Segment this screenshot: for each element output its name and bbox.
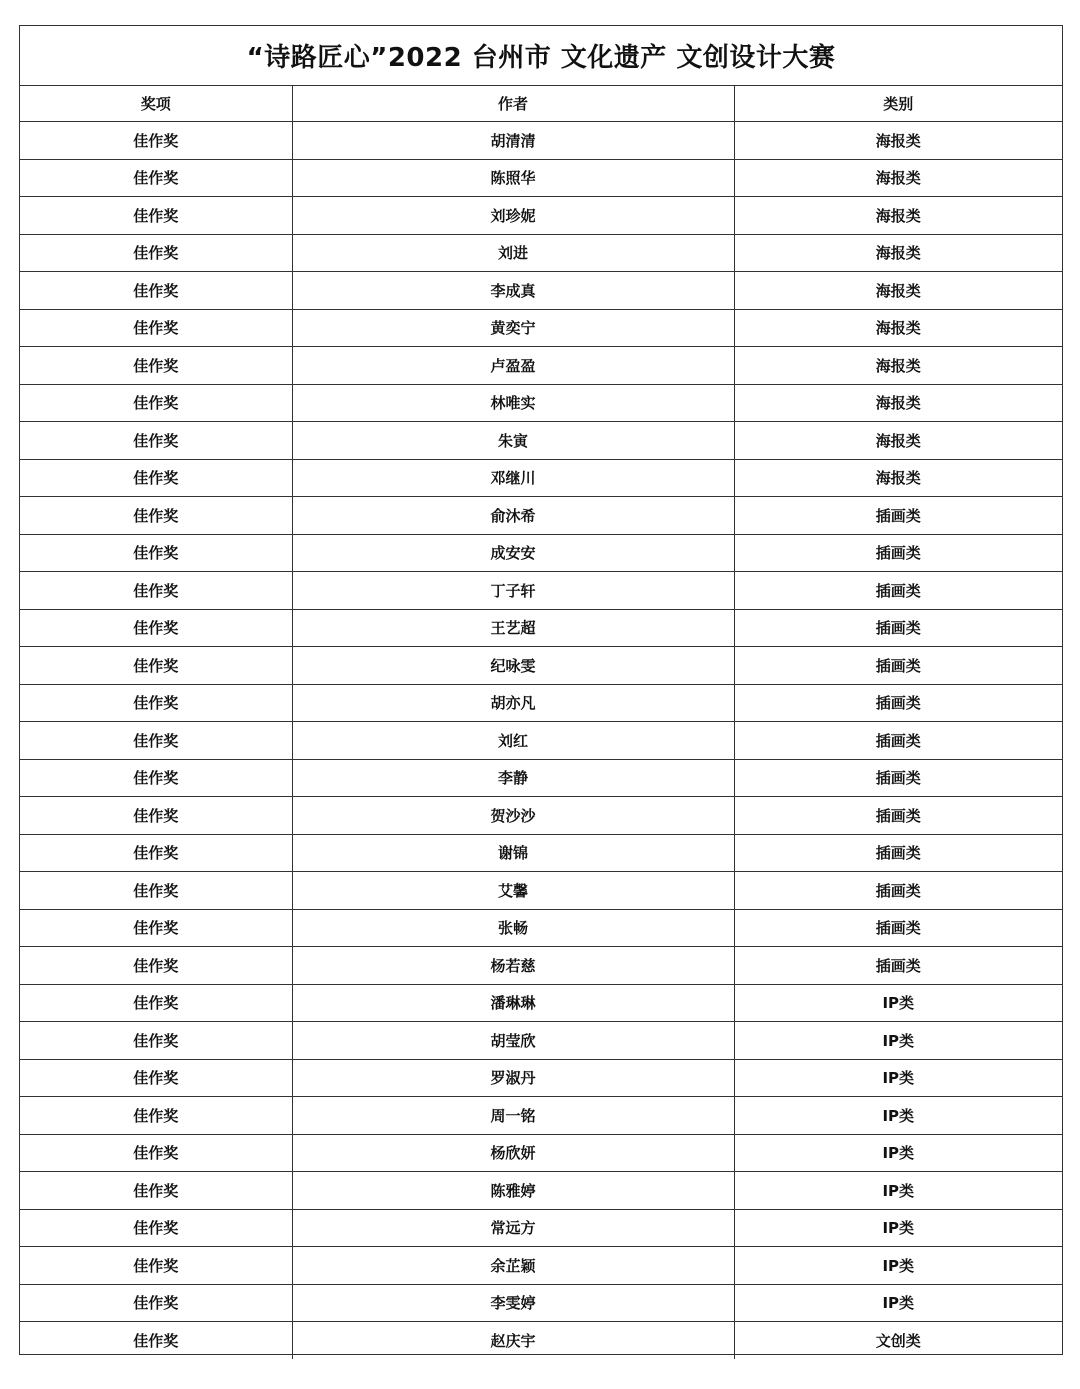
- category-cell: 插画类: [734, 759, 1062, 797]
- category-cell: 插画类: [734, 534, 1062, 572]
- award-cell: 佳作奖: [20, 1247, 292, 1285]
- table-row: [20, 834, 1062, 872]
- award-cell: 佳作奖: [20, 272, 292, 310]
- table-row: [20, 347, 1062, 385]
- category-cell: IP类: [734, 1059, 1062, 1097]
- table-row: [20, 1247, 1062, 1285]
- author-cell: 朱寅: [292, 422, 734, 460]
- table-row: [20, 122, 1062, 160]
- category-cell: 海报类: [734, 234, 1062, 272]
- category-cell: 文创类: [875, 1331, 921, 1350]
- category-cell: IP类: [734, 1097, 1062, 1135]
- author-cell: 刘红: [292, 722, 734, 760]
- author-cell: 余芷颖: [292, 1247, 734, 1285]
- table-body: [20, 122, 1062, 1359]
- table-row: [20, 1097, 1062, 1135]
- category-cell: IP类: [734, 1247, 1062, 1285]
- table-row: [20, 309, 1062, 347]
- award-cell: 佳作奖: [20, 834, 292, 872]
- category-cell: 海报类: [734, 422, 1062, 460]
- category-cell: IP类: [734, 1022, 1062, 1060]
- header-author: 作者: [292, 86, 734, 122]
- award-cell: 佳作奖: [20, 909, 292, 947]
- author-cell: 杨若慈: [292, 947, 734, 985]
- award-cell: 佳作奖: [20, 872, 292, 910]
- award-cell: 佳作奖: [20, 984, 292, 1022]
- category-cell: IP类: [734, 1209, 1062, 1247]
- category-cell: 插画类: [734, 722, 1062, 760]
- author-cell: 胡清清: [292, 122, 734, 160]
- author-cell: 陈雅婷: [292, 1172, 734, 1210]
- category-cell: IP类: [734, 1172, 1062, 1210]
- award-cell: 佳作奖: [20, 609, 292, 647]
- category-cell: IP类: [734, 1284, 1062, 1322]
- category-cell: IP类: [734, 1134, 1062, 1172]
- author-cell: 罗淑丹: [292, 1059, 734, 1097]
- author-cell: 黄奕宁: [292, 309, 734, 347]
- award-cell: 佳作奖: [20, 1059, 292, 1097]
- award-cell: 佳作奖: [20, 534, 292, 572]
- award-cell: 佳作奖: [20, 122, 292, 160]
- table-row: [20, 947, 1062, 985]
- award-cell: 佳作奖: [20, 159, 292, 197]
- table-header-row: [20, 86, 1062, 122]
- award-cell: 佳作奖: [20, 1134, 292, 1172]
- table-row: [20, 1022, 1062, 1060]
- table-row: [20, 497, 1062, 535]
- author-cell: 刘珍妮: [292, 197, 734, 235]
- author-cell: 李成真: [292, 272, 734, 310]
- category-cell: 插画类: [734, 872, 1062, 910]
- author-cell: 卢盈盈: [292, 347, 734, 385]
- author-cell: 周一铭: [292, 1097, 734, 1135]
- category-cell: 插画类: [734, 684, 1062, 722]
- table-row: [20, 272, 1062, 310]
- table-row: [20, 984, 1062, 1022]
- table-row: [20, 797, 1062, 835]
- header-category: 类别: [734, 86, 1062, 122]
- table-row: [20, 759, 1062, 797]
- header-award: 奖项: [20, 86, 292, 122]
- award-cell: 佳作奖: [20, 797, 292, 835]
- author-cell: 胡亦凡: [292, 684, 734, 722]
- table-row: [20, 609, 1062, 647]
- category-cell: 海报类: [734, 459, 1062, 497]
- category-cell: 海报类: [734, 309, 1062, 347]
- category-cell: 海报类: [734, 384, 1062, 422]
- author-cell: 陈照华: [292, 159, 734, 197]
- table-row: [20, 1322, 1062, 1359]
- table-row: [20, 1209, 1062, 1247]
- table-row: [20, 1134, 1062, 1172]
- award-cell: 佳作奖: [20, 684, 292, 722]
- award-cell: 佳作奖: [20, 459, 292, 497]
- category-cell: 插画类: [734, 609, 1062, 647]
- table-row: [20, 384, 1062, 422]
- award-cell: 佳作奖: [20, 384, 292, 422]
- author-cell: 杨欣妍: [292, 1134, 734, 1172]
- award-cell: 佳作奖: [20, 422, 292, 460]
- author-cell: 贺沙沙: [292, 797, 734, 835]
- table-row: [20, 422, 1062, 460]
- award-cell: 佳作奖: [20, 234, 292, 272]
- author-cell: 纪咏雯: [292, 647, 734, 685]
- category-cell: IP类: [734, 984, 1062, 1022]
- author-cell: 邓继川: [292, 459, 734, 497]
- award-cell: 佳作奖: [20, 759, 292, 797]
- category-cell: 海报类: [734, 347, 1062, 385]
- table-row: [20, 197, 1062, 235]
- author-cell: 胡莹欣: [292, 1022, 734, 1060]
- category-cell: 海报类: [734, 122, 1062, 160]
- award-cell: 佳作奖: [20, 647, 292, 685]
- award-cell: 佳作奖: [20, 947, 292, 985]
- author-cell: 成安安: [292, 534, 734, 572]
- category-cell: 海报类: [734, 272, 1062, 310]
- award-cell: 佳作奖: [20, 1097, 292, 1135]
- award-cell: 佳作奖: [20, 197, 292, 235]
- author-cell: 艾馨: [292, 872, 734, 910]
- author-cell: 刘进: [292, 234, 734, 272]
- author-cell: 常远方: [292, 1209, 734, 1247]
- award-cell: 佳作奖: [20, 1284, 292, 1322]
- table-row: [20, 872, 1062, 910]
- document-title: “诗路匠心”2022 台州市 文化遗产 文创设计大赛: [20, 26, 1062, 86]
- author-cell: 俞沐希: [292, 497, 734, 535]
- table-row: [20, 1059, 1062, 1097]
- award-cell: 佳作奖: [20, 1172, 292, 1210]
- author-cell: 潘琳琳: [292, 984, 734, 1022]
- author-cell: 谢锦: [292, 834, 734, 872]
- table-row: [20, 459, 1062, 497]
- award-cell: 佳作奖: [20, 309, 292, 347]
- table-row: [20, 909, 1062, 947]
- table-row: [20, 234, 1062, 272]
- author-cell: 张畅: [292, 909, 734, 947]
- author-cell: 李雯婷: [292, 1284, 734, 1322]
- award-cell: 佳作奖: [20, 722, 292, 760]
- table-row: [20, 1172, 1062, 1210]
- table-row: [20, 684, 1062, 722]
- award-cell: 佳作奖: [20, 1322, 292, 1359]
- author-cell: 林唯实: [292, 384, 734, 422]
- category-cell: 海报类: [734, 159, 1062, 197]
- category-cell: 插画类: [734, 947, 1062, 985]
- table-row: [20, 159, 1062, 197]
- author-cell: 赵庆宇: [292, 1322, 734, 1359]
- award-cell: 佳作奖: [20, 1209, 292, 1247]
- table-row: [20, 572, 1062, 610]
- category-cell: 插画类: [734, 647, 1062, 685]
- award-cell: 佳作奖: [20, 572, 292, 610]
- category-cell: 插画类: [734, 834, 1062, 872]
- category-cell: 插画类: [734, 909, 1062, 947]
- author-cell: 丁子轩: [292, 572, 734, 610]
- author-cell: 王艺超: [292, 609, 734, 647]
- category-cell: 插画类: [734, 572, 1062, 610]
- table-row: [20, 534, 1062, 572]
- award-table-sheet: [19, 25, 1063, 1355]
- award-cell: 佳作奖: [20, 497, 292, 535]
- category-cell: 插画类: [734, 497, 1062, 535]
- author-cell: 李静: [292, 759, 734, 797]
- category-cell: 插画类: [734, 797, 1062, 835]
- award-table: [20, 86, 1062, 1359]
- category-cell: 海报类: [734, 197, 1062, 235]
- table-row: [20, 647, 1062, 685]
- award-cell: 佳作奖: [20, 1022, 292, 1060]
- table-row: [20, 1284, 1062, 1322]
- table-row: [20, 722, 1062, 760]
- award-cell: 佳作奖: [20, 347, 292, 385]
